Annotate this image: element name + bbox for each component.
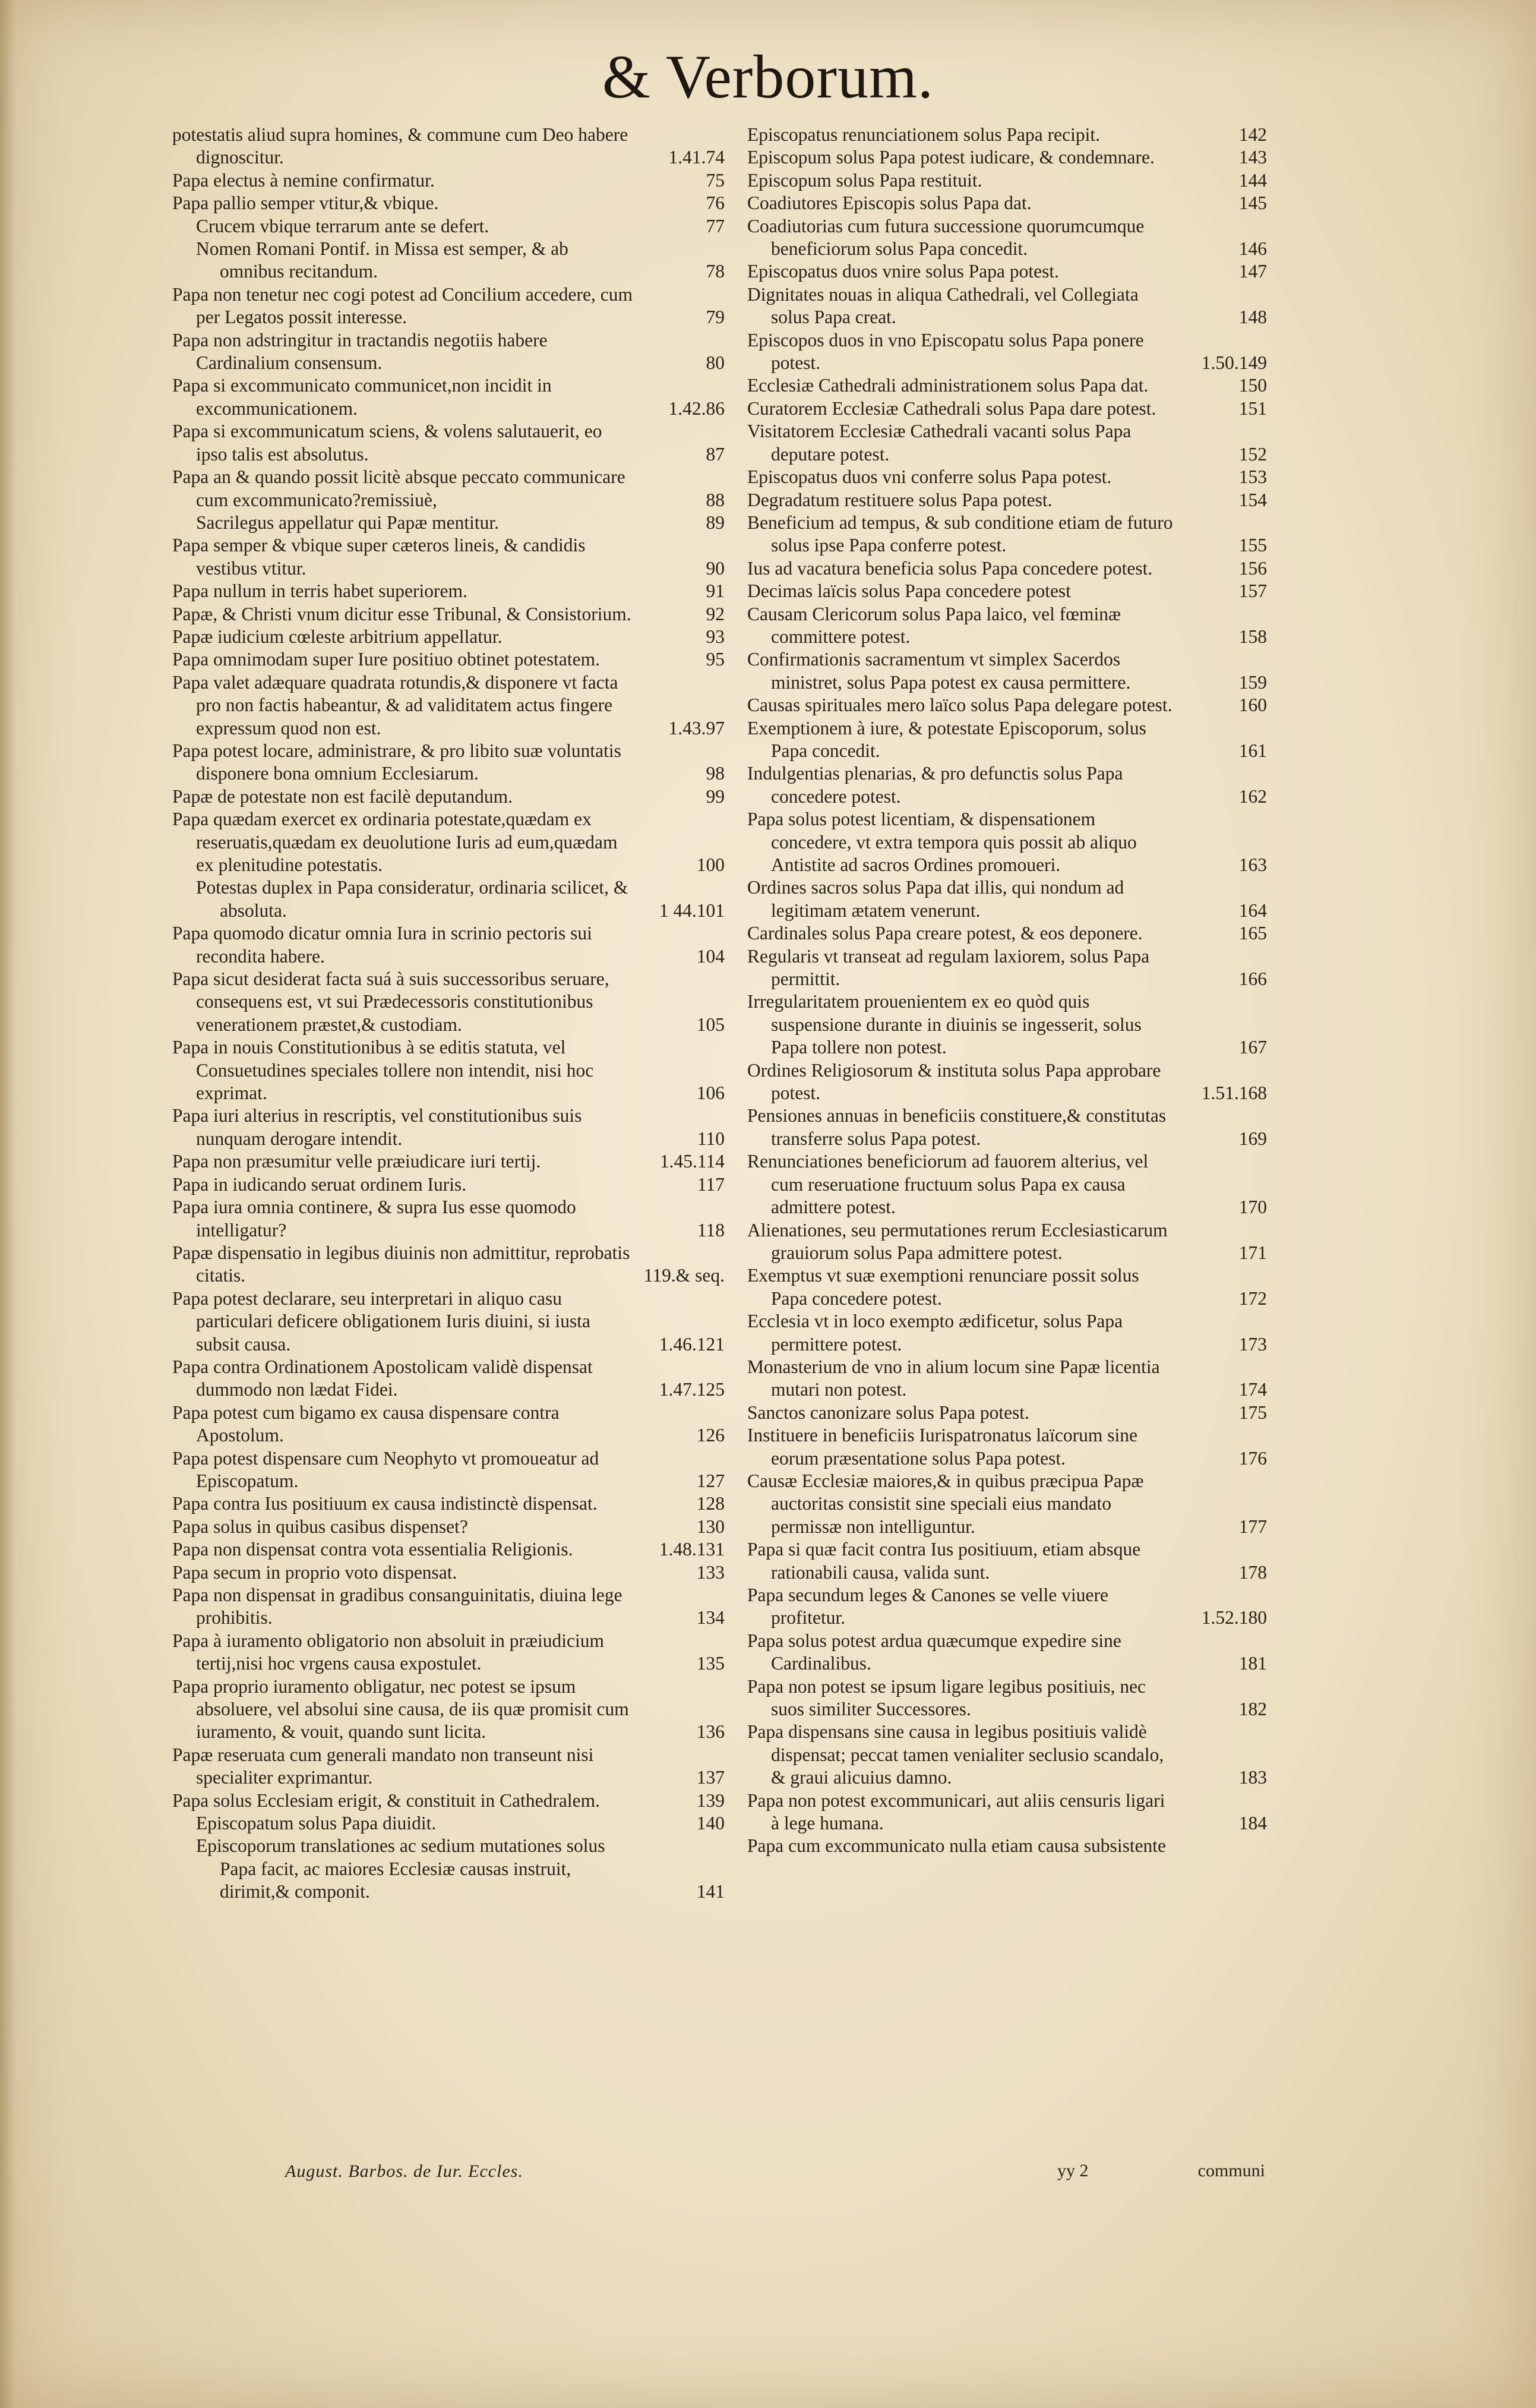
- entry-number: 99: [706, 785, 725, 807]
- entry-number: 171: [1238, 1242, 1267, 1263]
- entry-number: 118: [697, 1219, 725, 1241]
- entry-number: 75: [706, 169, 725, 191]
- index-entry: [747, 1310, 1267, 1356]
- entry-text: Sacrilegus appellatur qui Papæ mentitur.: [196, 512, 500, 533]
- entry-number: 181: [1238, 1653, 1267, 1674]
- catchword: communi: [1197, 2161, 1265, 2180]
- running-signature: August. Barbos. de Iur. Eccles.: [285, 2161, 523, 2181]
- index-entry: [747, 329, 1267, 375]
- index-entry: [172, 671, 725, 740]
- index-entry: [172, 1242, 725, 1287]
- index-entry: [172, 192, 725, 214]
- entry-number: 182: [1238, 1699, 1267, 1720]
- index-entry: [747, 466, 1267, 488]
- entry-text: Papa potest cum bigamo ex causa dispensare contra Apostolum.: [172, 1402, 560, 1446]
- entry-text: Nomen Romani Pontif. in Missa est semper, & ab omnibus recitandum.: [196, 238, 568, 282]
- entry-number: 161: [1238, 740, 1267, 761]
- index-entry: [747, 1424, 1267, 1470]
- index-entry: [747, 922, 1267, 945]
- index-entry: [172, 329, 725, 375]
- entry-text: Exemptionem à iure, & potestate Episcoporum, solus Papa concedit.: [747, 717, 1146, 761]
- entry-number: 151: [1238, 397, 1267, 419]
- entry-text: Degradatum restituere solus Papa potest.: [747, 489, 1053, 510]
- index-entry: [172, 1516, 725, 1538]
- entry-text: Indulgentias plenarias, & pro defunctis solus Papa concedere potest.: [747, 763, 1123, 807]
- entry-text: Papa cum excommunicato nulla etiam causa subsistente: [747, 1835, 1167, 1857]
- index-entry: [172, 1538, 725, 1561]
- index-entry: [172, 785, 725, 808]
- entry-number: 136: [696, 1721, 725, 1743]
- index-entry: [747, 146, 1267, 169]
- index-entry: [172, 1561, 725, 1584]
- index-entry: [747, 876, 1267, 922]
- entry-text: Coadiutorias cum futura successione quorumcumque beneficiorum solus Papa concedit.: [747, 215, 1145, 260]
- index-entry: [747, 1150, 1267, 1219]
- entry-text: Papa contra Ordinationem Apostolicam validè dispensat dummodo non lædat Fidei.: [172, 1356, 593, 1400]
- entry-text: Potestas duplex in Papa consideratur, ordinaria scilicet, & absoluta.: [196, 877, 628, 921]
- entry-number: 140: [696, 1813, 725, 1834]
- index-entry: [747, 1470, 1267, 1538]
- entry-text: Papa non tenetur nec cogi potest ad Concilium accedere, cum per Legatos possit interesse.: [172, 283, 633, 328]
- footer-catchwords: [1057, 2161, 1265, 2181]
- entry-text: Confirmationis sacramentum vt simplex Sacerdos ministret, solus Papa potest ex causa permittere.: [747, 649, 1131, 693]
- entry-number: 1 44.101: [659, 900, 725, 921]
- entry-number: 146: [1238, 238, 1267, 260]
- entry-text: Papa secundum leges & Canones se velle viuere profitetur.: [747, 1585, 1108, 1629]
- entry-text: Papa semper & vbique super cæteros lineis, & candidis vestibus vtitur.: [172, 535, 586, 579]
- entry-text: Papæ dispensatio in legibus diuinis non admittitur, reprobatis citatis.: [172, 1242, 630, 1286]
- entry-text: Episcopatum solus Papa diuidit.: [196, 1813, 437, 1834]
- index-entry: [172, 922, 725, 968]
- entry-number: 173: [1238, 1333, 1267, 1355]
- entry-number: 177: [1238, 1516, 1267, 1537]
- index-entry: [747, 1721, 1267, 1789]
- entry-number: 1.51.168: [1201, 1083, 1267, 1104]
- entry-number: 157: [1238, 580, 1267, 602]
- entry-text: Ecclesiæ Cathedrali administrationem solus Papa dat.: [747, 375, 1149, 396]
- entry-text: Episcopum solus Papa restituit.: [747, 169, 982, 191]
- index-entry: [172, 580, 725, 602]
- entry-number: 80: [706, 352, 725, 374]
- index-entry: [172, 1790, 725, 1812]
- index-entry: [747, 648, 1267, 694]
- index-entry: [172, 215, 725, 238]
- index-entry: [172, 626, 725, 648]
- entry-number: 90: [706, 557, 725, 579]
- index-entry: [172, 1630, 725, 1675]
- entry-number: 92: [706, 603, 725, 624]
- entry-number: 134: [696, 1607, 725, 1629]
- entry-text: Crucem vbique terrarum ante se defert.: [196, 215, 489, 236]
- index-entry: [172, 1173, 725, 1196]
- index-entry: [172, 1675, 725, 1744]
- entry-number: 167: [1238, 1037, 1267, 1058]
- entry-text: Ordines Religiosorum & instituta solus Papa approbare potest.: [747, 1059, 1161, 1104]
- index-entry: [747, 1356, 1267, 1402]
- entry-text: Papa in nouis Constitutionibus à se editis statuta, vel Consuetudines speciales tollere non intendit, nisi hoc exprimat.: [172, 1037, 594, 1104]
- entry-number: 117: [697, 1173, 725, 1195]
- entry-number: 156: [1238, 557, 1267, 579]
- entry-text: Episcopum solus Papa potest iudicare, & condemnare.: [747, 147, 1155, 168]
- entry-text: Papa electus à nemine confirmatur.: [172, 169, 435, 191]
- index-entry: [172, 1744, 725, 1790]
- entry-text: Papa solus Ecclesiam erigit, & constituit in Cathedralem.: [172, 1790, 600, 1811]
- entry-text: Papa si quæ facit contra Ius positiuum, etiam absque rationabili causa, valida sunt.: [747, 1539, 1141, 1583]
- entry-number: 110: [697, 1128, 725, 1149]
- entry-text: Papa iuri alterius in rescriptis, vel constitutionibus suis nunquam derogare intendit.: [172, 1105, 582, 1149]
- entry-number: 95: [706, 649, 725, 670]
- entry-text: Papa solus in quibus casibus dispenset?: [172, 1516, 468, 1537]
- index-entry: [172, 876, 725, 922]
- entry-text: Causas spirituales mero laïco solus Papa delegare potest.: [747, 695, 1172, 716]
- entry-number: 153: [1238, 466, 1267, 488]
- entry-text: Monasterium de vno in alium locum sine Papæ licentia mutari non potest.: [747, 1356, 1160, 1400]
- entry-text: Papa sicut desiderat facta suá à suis successoribus seruare, consequens est, vt sui Prædecessoris constitutionibus venerationem præstet,& custodiam.: [172, 968, 609, 1035]
- entry-text: Sanctos canonizare solus Papa potest.: [747, 1402, 1030, 1423]
- entry-number: 175: [1238, 1402, 1267, 1423]
- entry-number: 172: [1238, 1287, 1267, 1309]
- entry-text: Episcopatus duos vni conferre solus Papa potest.: [747, 466, 1112, 488]
- index-entry: [172, 374, 725, 420]
- entry-number: 98: [706, 763, 725, 784]
- entry-number: 159: [1238, 671, 1267, 693]
- index-entry: [172, 124, 725, 169]
- entry-text: Papa dispensans sine causa in legibus positiuis validè dispensat; peccat tamen venialiter seclusio scandalo, & graui alicuius damno.: [747, 1721, 1164, 1788]
- entry-number: 162: [1238, 785, 1267, 807]
- entry-text: Papa potest dispensare cum Neophyto vt promoueatur ad Episcopatum.: [172, 1447, 599, 1491]
- index-entry: [172, 1036, 725, 1104]
- entry-number: 1.42.86: [668, 397, 725, 419]
- entry-text: Papa à iuramento obligatorio non absoluit in præiudicium tertij,nisi hoc vrgens causa expostulet.: [172, 1630, 605, 1674]
- entry-number: 88: [706, 489, 725, 510]
- index-entry: [172, 808, 725, 876]
- index-entry: [172, 466, 725, 512]
- index-entry: [172, 420, 725, 466]
- index-entry: [747, 215, 1267, 261]
- index-entry: [747, 1059, 1267, 1105]
- entry-text: Episcopos duos in vno Episcopatu solus Papa ponere potest.: [747, 329, 1144, 374]
- entry-number: 141: [696, 1881, 725, 1902]
- index-entry: [747, 397, 1267, 420]
- index-entry: [172, 603, 725, 626]
- entry-text: Coadiutores Episcopis solus Papa dat.: [747, 192, 1032, 214]
- index-entry: [172, 1584, 725, 1630]
- index-entry: [747, 762, 1267, 808]
- entry-number: 78: [706, 261, 725, 282]
- entry-number: 77: [706, 215, 725, 236]
- entry-number: 178: [1238, 1561, 1267, 1583]
- entry-number: 139: [696, 1790, 725, 1811]
- entry-text: Papæ, & Christi vnum dicitur esse Tribunal, & Consistorium.: [172, 603, 631, 624]
- entry-text: Papa valet adæquare quadrata rotundis,& disponere vt facta pro non factis habeantur, & ad validitatem actus fingere expressum quod non est.: [172, 671, 618, 739]
- entry-number: 145: [1238, 192, 1267, 214]
- entry-number: 169: [1238, 1128, 1267, 1149]
- entry-number: 1.52.180: [1201, 1607, 1267, 1629]
- entry-number: 91: [706, 580, 725, 602]
- entry-text: Episcopatus renunciationem solus Papa recipit.: [747, 124, 1100, 145]
- entry-number: 100: [696, 854, 725, 875]
- index-entry: [747, 374, 1267, 397]
- entry-text: Alienationes, seu permutationes rerum Ecclesiasticarum grauiorum solus Papa admittere potest.: [747, 1219, 1168, 1263]
- index-entry: [172, 740, 725, 785]
- entry-number: 150: [1238, 375, 1267, 396]
- index-entry: [747, 580, 1267, 602]
- entry-text: Papa non dispensat in gradibus consanguinitatis, diuina lege prohibitis.: [172, 1585, 622, 1629]
- index-entry: [172, 968, 725, 1036]
- index-entry: [747, 1538, 1267, 1584]
- index-entry: [747, 1584, 1267, 1630]
- page-header: & Verborum.: [602, 43, 934, 111]
- entry-text: Papæ iudicium cœleste arbitrium appellatur.: [172, 626, 502, 647]
- entry-number: 160: [1238, 695, 1267, 716]
- entry-text: Causæ Ecclesiæ maiores,& in quibus præcipua Papæ auctoritas consistit sine speciali eius mandato permissæ non intelliguntur.: [747, 1470, 1144, 1537]
- index-entry: [172, 1812, 725, 1835]
- entry-number: 174: [1238, 1379, 1267, 1400]
- entry-text: Renunciationes beneficiorum ad fauorem alterius, vel cum reseruatione fructuum solus Papa ex causa admittere potest.: [747, 1151, 1149, 1218]
- index-entry: [172, 1104, 725, 1150]
- entry-number: 163: [1238, 854, 1267, 875]
- entry-number: 147: [1238, 261, 1267, 282]
- index-entry: [747, 489, 1267, 512]
- entry-text: Exemptus vt suæ exemptioni renunciare possit solus Papa concedere potest.: [747, 1265, 1139, 1309]
- entry-number: 137: [696, 1767, 725, 1788]
- index-entry: [747, 557, 1267, 580]
- entry-text: Papa si excommunicatum sciens, & volens salutauerit, eo ipso talis est absolutus.: [172, 421, 602, 465]
- left-index-column: [172, 124, 725, 1904]
- entry-number: 176: [1238, 1447, 1267, 1469]
- entry-number: 155: [1238, 535, 1267, 556]
- entry-text: Ecclesia vt in loco exempto ædificetur, solus Papa permittere potest.: [747, 1311, 1123, 1355]
- entry-number: 158: [1238, 626, 1267, 647]
- index-entry: [172, 1287, 725, 1356]
- entry-number: 89: [706, 512, 725, 533]
- index-entry: [747, 283, 1267, 329]
- entry-number: 170: [1238, 1197, 1267, 1218]
- entry-text: Papa contra Ius positiuum ex causa indistinctè dispensat.: [172, 1493, 598, 1514]
- index-entry: [172, 1447, 725, 1493]
- entry-text: Papæ reseruata cum generali mandato non transeunt nisi specialiter exprimantur.: [172, 1744, 594, 1788]
- index-entry: [172, 238, 725, 283]
- entry-text: Causam Clericorum solus Papa laico, vel fœminæ committere potest.: [747, 603, 1121, 647]
- index-entry: [747, 124, 1267, 146]
- entry-number: 183: [1238, 1767, 1267, 1788]
- entry-text: Papa potest declarare, seu interpretari in aliquo casu particulari deficere obligationem Iuris diuini, si iusta subsit causa.: [172, 1287, 590, 1355]
- entry-text: Papa si excommunicato communicet,non incidit in excommunicationem.: [172, 375, 552, 419]
- binding-edge: [0, 0, 15, 2408]
- index-entry: [747, 169, 1267, 192]
- entry-text: Episcoporum translationes ac sedium mutationes solus Papa facit, ac maiores Ecclesiæ causas instruit, dirimit,& componit.: [196, 1835, 605, 1902]
- index-entry: [172, 1492, 725, 1515]
- index-entry: [747, 990, 1267, 1059]
- entry-text: Papa solus potest ardua quæcumque expedire sine Cardinalibus.: [747, 1630, 1121, 1674]
- signature-mark: yy 2: [1057, 2161, 1089, 2180]
- entry-text: Papa proprio iuramento obligatur, nec potest se ipsum absoluere, vel absolui sine causa, de iis quæ promisit cum iuramento, & vouit, quando sunt licita.: [172, 1675, 629, 1743]
- entry-text: Papa in iudicando seruat ordinem Iuris.: [172, 1173, 467, 1195]
- entry-number: 143: [1238, 147, 1267, 168]
- entry-number: 1.45.114: [659, 1151, 725, 1172]
- entry-number: 1.41.74: [668, 147, 725, 168]
- entry-text: Decimas laïcis solus Papa concedere potest: [747, 580, 1071, 602]
- entry-text: Papa non potest excommunicari, aut aliis censuris ligari à lege humana.: [747, 1790, 1165, 1834]
- entry-text: Papa secum in proprio voto dispensat.: [172, 1561, 457, 1583]
- entry-number: 104: [696, 945, 725, 967]
- index-entry: [747, 1835, 1267, 1857]
- index-entry: [747, 1675, 1267, 1721]
- entry-number: 1.47.125: [659, 1379, 725, 1400]
- entry-text: Ius ad vacatura beneficia solus Papa concedere potest.: [747, 557, 1153, 579]
- entry-text: Papa quædam exercet ex ordinaria potestate,quædam ex reseruatis,quædam ex deuolutione Iuris ad eum,quædam ex plenitudine potestatis.: [172, 809, 618, 875]
- entry-number: 127: [696, 1470, 725, 1491]
- entry-number: 184: [1238, 1813, 1267, 1834]
- entry-number: 152: [1238, 443, 1267, 465]
- entry-number: 1.50.149: [1201, 352, 1267, 374]
- entry-number: 165: [1238, 923, 1267, 944]
- entry-text: Cardinales solus Papa creare potest, & eos deponere.: [747, 923, 1143, 944]
- index-entry: [747, 1264, 1267, 1310]
- entry-number: 87: [706, 443, 725, 465]
- index-entry: [747, 1402, 1267, 1424]
- entry-text: Beneficium ad tempus, & sub conditione etiam de futuro solus ipse Papa conferre potest.: [747, 512, 1173, 556]
- index-entry: [747, 260, 1267, 283]
- entry-text: Ordines sacros solus Papa dat illis, qui nondum ad legitimam ætatem venerunt.: [747, 877, 1124, 921]
- entry-number: 93: [706, 626, 725, 647]
- index-entry: [747, 717, 1267, 763]
- entry-text: Papa potest locare, administrare, & pro libito suæ voluntatis disponere bona omnium Ecclesiarum.: [172, 740, 621, 784]
- entry-text: Visitatorem Ecclesiæ Cathedrali vacanti solus Papa deputare potest.: [747, 421, 1132, 465]
- index-entry: [747, 1219, 1267, 1265]
- index-entry: [747, 1790, 1267, 1835]
- entry-number: 119.& seq.: [643, 1265, 725, 1286]
- entry-number: 164: [1238, 900, 1267, 921]
- entry-text: Papa nullum in terris habet superiorem.: [172, 580, 467, 602]
- index-entry: [172, 169, 725, 192]
- index-entry: [747, 808, 1267, 876]
- entry-text: Irregularitatem prouenientem ex eo quòd quis suspensione durante in diuinis se ingesserit, solus Papa tollere non potest.: [747, 991, 1142, 1058]
- entry-number: 142: [1238, 124, 1267, 145]
- entry-number: 1.43.97: [668, 717, 725, 739]
- entry-number: 130: [696, 1516, 725, 1537]
- right-index-column: [747, 124, 1267, 1858]
- entry-text: Papa an & quando possit licitè absque peccato communicare cum excommunicato?remissiuè,: [172, 466, 625, 510]
- entry-text: Pensiones annuas in beneficiis constituere,& constitutas transferre solus Papa potest.: [747, 1105, 1167, 1149]
- index-entry: [172, 1402, 725, 1447]
- entry-number: 76: [706, 192, 725, 214]
- entry-number: 135: [696, 1653, 725, 1674]
- entry-number: 1.46.121: [659, 1333, 725, 1355]
- entry-text: Papa quomodo dicatur omnia Iura in scrinio pectoris sui recondita habere.: [172, 923, 592, 967]
- entry-number: 154: [1238, 489, 1267, 510]
- entry-number: 133: [696, 1561, 725, 1583]
- entry-text: Dignitates nouas in aliqua Cathedrali, vel Collegiata solus Papa creat.: [747, 283, 1139, 328]
- entry-text: Papa omnimodam super Iure positiuo obtinet potestatem.: [172, 649, 600, 670]
- entry-text: Instituere in beneficiis Iurispatronatus laïcorum sine eorum præsentatione solus Papa potest.: [747, 1425, 1137, 1469]
- entry-text: Papa non potest se ipsum ligare legibus positiuis, nec suos similiter Successores.: [747, 1675, 1146, 1720]
- index-entry: [747, 1630, 1267, 1675]
- index-entry: [172, 1356, 725, 1402]
- index-entry: [172, 1150, 725, 1173]
- index-entry: [747, 1104, 1267, 1150]
- entry-text: potestatis aliud supra homines, & commune cum Deo habere dignoscitur.: [172, 124, 628, 168]
- index-entry: [747, 945, 1267, 991]
- index-entry: [172, 1196, 725, 1242]
- entry-number: 105: [696, 1014, 725, 1035]
- index-entry: [172, 648, 725, 671]
- index-entry: [172, 283, 725, 329]
- index-entry: [172, 512, 725, 534]
- entry-text: Papa non dispensat contra vota essentialia Religionis.: [172, 1539, 573, 1560]
- entry-text: Curatorem Ecclesiæ Cathedrali solus Papa dare potest.: [747, 397, 1156, 419]
- entry-number: 128: [696, 1493, 725, 1514]
- index-entry: [747, 512, 1267, 557]
- entry-number: 148: [1238, 307, 1267, 328]
- index-entry: [747, 694, 1267, 717]
- entry-text: Papæ de potestate non est facilè deputandum.: [172, 785, 513, 807]
- index-entry: [172, 1835, 725, 1903]
- entry-text: Episcopatus duos vnire solus Papa potest.: [747, 261, 1059, 282]
- entry-text: Papa solus potest licentiam, & dispensationem concedere, vt extra tempora quis possit ab aliquo Antistite ad sacros Ordines promoueri.: [747, 809, 1137, 875]
- index-entry: [172, 534, 725, 580]
- entry-number: 166: [1238, 968, 1267, 990]
- index-entry: [747, 192, 1267, 214]
- index-entry: [747, 420, 1267, 466]
- entry-number: 126: [696, 1425, 725, 1446]
- entry-number: 144: [1238, 169, 1267, 191]
- entry-number: 106: [696, 1083, 725, 1104]
- entry-text: Papa non adstringitur in tractandis negotiis habere Cardinalium consensum.: [172, 329, 548, 374]
- index-entry: [747, 603, 1267, 649]
- entry-number: 1.48.131: [659, 1539, 725, 1560]
- entry-text: Papa pallio semper vtitur,& vbique.: [172, 192, 439, 214]
- entry-text: Regularis vt transeat ad regulam laxiorem, solus Papa permittit.: [747, 945, 1150, 990]
- entry-text: Papa iura omnia continere, & supra Ius esse quomodo intelligatur?: [172, 1197, 576, 1241]
- entry-text: Papa non præsumitur velle præiudicare iuri tertij.: [172, 1151, 541, 1172]
- entry-number: 79: [706, 307, 725, 328]
